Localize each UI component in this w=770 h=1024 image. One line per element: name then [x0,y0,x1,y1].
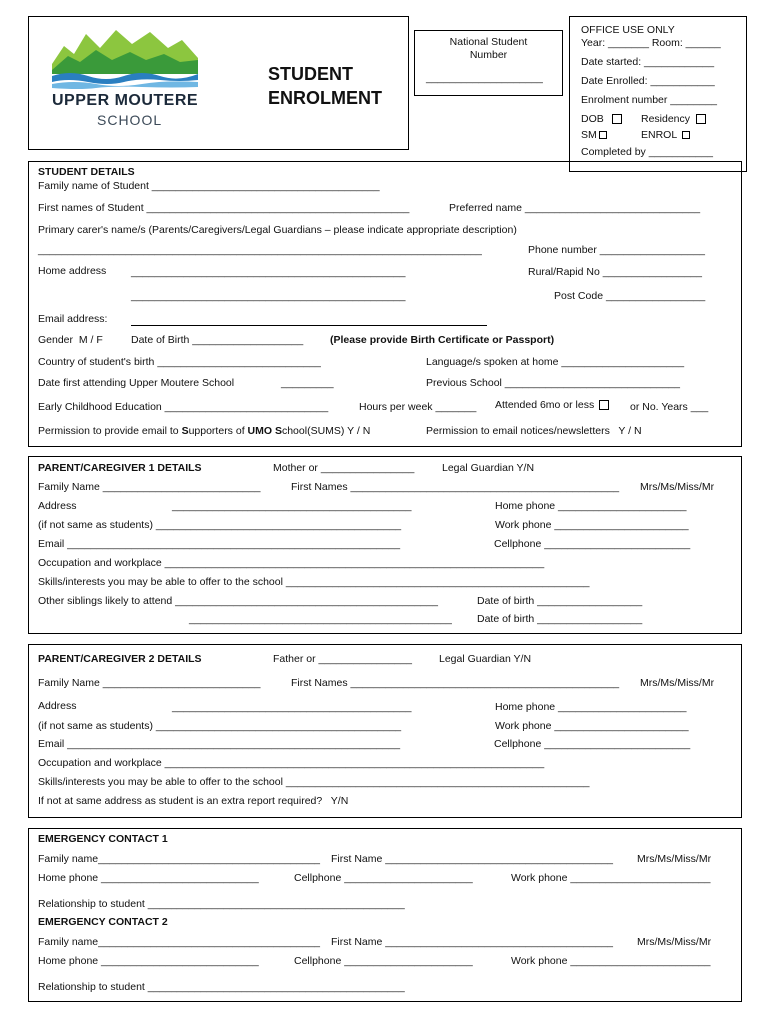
emergency1-work-phone[interactable]: Work phone ________________________ [511,872,711,884]
office-residency-label: Residency [641,113,691,125]
emergency2-relationship[interactable]: Relationship to student ____________________________________________ [38,981,405,993]
sums-letter-s2: S [274,425,282,437]
languages-spoken[interactable]: Language/s spoken at home _____________________ [426,356,685,368]
parent2-occupation[interactable]: Occupation and workplace _________________________________________________________________ [38,757,545,769]
parent2-relation[interactable]: Father or ________________ [273,653,412,665]
nsn-input[interactable]: ____________________ [426,72,543,84]
emergency1-family-name[interactable]: Family name______________________________________ [38,853,321,865]
parent2-first-names[interactable]: First Names ______________________________________________ [291,677,620,689]
emergency1-heading: EMERGENCY CONTACT 1 [38,833,168,845]
office-sm-row [581,129,607,141]
logo-wave-light [52,81,198,89]
parent1-first-names[interactable]: First Names ______________________________________________ [291,481,620,493]
permission-sums-text: Permission to provide email to [38,425,182,437]
student-phone-number[interactable]: Phone number __________________ [528,244,705,256]
parent1-address-input[interactable]: _________________________________________ [172,500,412,512]
hours-per-week[interactable]: Hours per week _______ [359,401,477,413]
email-address-input[interactable] [131,325,487,326]
previous-school[interactable]: Previous School ______________________________ [426,377,680,389]
office-use-heading: OFFICE USE ONLY [581,24,675,36]
emergency2-home-phone[interactable]: Home phone ___________________________ [38,955,259,967]
parent1-address-not-same[interactable]: (if not same as students) __________________________________________ [38,519,402,531]
parent1-title[interactable]: Mrs/Ms/Miss/Mr [640,481,715,493]
parent2-address-label: Address [38,700,77,712]
school-name-line1: UPPER MOUTERE [52,92,199,109]
office-sm-label: SM [581,129,597,141]
number-of-years[interactable]: or No. Years ___ [630,401,709,413]
primary-carer-label: Primary carer's name/s (Parents/Caregivers/Legal Guardians – please indicate appropriate description) [38,224,517,236]
office-sm-checkbox[interactable] [599,131,607,139]
form-title-line2: ENROLMENT [268,88,382,108]
parent2-legal-guardian[interactable]: Legal Guardian Y/N [439,653,532,665]
student-family-name[interactable]: Family name of Student _______________________________________ [38,180,380,192]
student-date-of-birth[interactable]: Date of Birth ___________________ [131,334,304,346]
parent2-skills[interactable]: Skills/interests you may be able to offer to the school ____________________________________________________ [38,776,590,788]
parent2-address-not-same[interactable]: (if not same as students) __________________________________________ [38,720,402,732]
sums-tail: chool(SUMS) Y / N [281,425,371,437]
emergency2-first-name[interactable]: First Name _______________________________________ [331,936,613,948]
parent1-sibling-dob-2[interactable]: Date of birth __________________ [477,613,643,625]
birth-certificate-note: (Please provide Birth Certificate or Passport) [330,334,555,346]
emergency2-heading: EMERGENCY CONTACT 2 [38,916,168,928]
office-enrolment-number[interactable]: Enrolment number ________ [581,94,718,106]
form-title-line1: STUDENT [268,64,353,84]
parent1-legal-guardian[interactable]: Legal Guardian Y/N [442,462,535,474]
attended-label: Attended 6mo or less [495,399,595,411]
permission-sums[interactable] [38,425,370,437]
parent2-heading: PARENT/CAREGIVER 2 DETAILS [38,653,202,665]
parent1-occupation[interactable]: Occupation and workplace _________________________________________________________________ [38,557,545,569]
office-enrol-checkbox[interactable] [682,131,690,139]
sums-letter-s: S [181,425,189,437]
parent1-work-phone[interactable]: Work phone _______________________ [495,519,689,531]
parent2-home-phone[interactable]: Home phone ______________________ [495,701,687,713]
nsn-label: National Student Number [449,36,528,61]
emergency1-home-phone[interactable]: Home phone ___________________________ [38,872,259,884]
parent2-title[interactable]: Mrs/Ms/Miss/Mr [640,677,715,689]
office-dob-row [581,113,622,125]
parent1-address-label: Address [38,500,77,512]
parent2-extra-report[interactable]: If not at same address as student is an extra report required? Y/N [38,795,349,807]
parent2-address-input[interactable]: _________________________________________ [172,701,412,713]
sums-umo: UMO [247,425,273,437]
office-enrol-row [641,129,690,141]
date-first-attending-label: Date first attending Upper Moutere School [38,377,235,389]
office-date-enrolled[interactable]: Date Enrolled: ___________ [581,75,715,87]
student-first-names[interactable]: First names of Student _____________________________________________ [38,202,410,214]
attended-checkbox[interactable] [599,400,609,410]
office-dob-checkbox[interactable] [612,114,622,124]
parent1-cellphone[interactable]: Cellphone _________________________ [494,538,691,550]
office-date-started[interactable]: Date started: ____________ [581,56,715,68]
student-details-heading: STUDENT DETAILS [38,166,135,178]
home-address-line2[interactable]: _______________________________________________ [131,290,406,302]
school-name-line2: SCHOOL [97,112,163,128]
attended-row [495,399,609,411]
emergency2-family-name[interactable]: Family name______________________________________ [38,936,321,948]
office-residency-checkbox[interactable] [696,114,706,124]
home-address-label: Home address [38,265,107,277]
office-enrol-label: ENROL [641,129,678,141]
date-first-attending-input[interactable]: _________ [281,377,334,389]
country-of-birth[interactable]: Country of student's birth ____________________________ [38,356,321,368]
parent1-family-name[interactable]: Family Name ___________________________ [38,481,261,493]
parent1-sibling-line-2[interactable]: _____________________________________________ [189,613,452,625]
emergency1-title[interactable]: Mrs/Ms/Miss/Mr [637,853,712,865]
emergency2-title[interactable]: Mrs/Ms/Miss/Mr [637,936,712,948]
home-address-line1[interactable]: _______________________________________________ [131,266,406,278]
office-year-room[interactable]: Year: _______ Room: ______ [581,37,721,49]
parent2-work-phone[interactable]: Work phone _______________________ [495,720,689,732]
parent1-email[interactable]: Email _________________________________________________________ [38,538,401,550]
parent1-skills[interactable]: Skills/interests you may be able to offer to the school ____________________________________________________ [38,576,590,588]
parent1-heading: PARENT/CAREGIVER 1 DETAILS [38,462,202,474]
parent1-sibling-dob-1[interactable]: Date of birth __________________ [477,595,643,607]
early-childhood-education[interactable]: Early Childhood Education ____________________________ [38,401,329,413]
emergency1-first-name[interactable]: First Name _______________________________________ [331,853,613,865]
parent2-email[interactable]: Email _________________________________________________________ [38,738,401,750]
email-address-label: Email address: [38,313,108,325]
office-completed-by[interactable]: Completed by ___________ [581,146,713,158]
rural-rapid-number[interactable]: Rural/Rapid No _________________ [528,266,702,278]
emergency1-relationship[interactable]: Relationship to student ____________________________________________ [38,898,405,910]
parent1-other-siblings[interactable]: Other siblings likely to attend _____________________________________________ [38,595,438,607]
parent2-cellphone[interactable]: Cellphone _________________________ [494,738,691,750]
parent1-home-phone[interactable]: Home phone ______________________ [495,500,687,512]
post-code[interactable]: Post Code _________________ [554,290,706,302]
school-logo [50,24,200,90]
emergency1-cellphone[interactable]: Cellphone ______________________ [294,872,473,884]
office-residency-row [641,113,706,125]
sums-supporters: upporters of [188,425,248,437]
primary-carer-input[interactable]: ____________________________________________________________________________ [38,244,482,256]
emergency2-cellphone[interactable]: Cellphone ______________________ [294,955,473,967]
permission-newsletters[interactable]: Permission to email notices/newsletters Y / N [426,425,642,437]
parent2-family-name[interactable]: Family Name ___________________________ [38,677,261,689]
student-preferred-name[interactable]: Preferred name ______________________________ [449,202,701,214]
office-dob-label: DOB [581,113,604,125]
emergency2-work-phone[interactable]: Work phone ________________________ [511,955,711,967]
parent1-relation[interactable]: Mother or ________________ [273,462,415,474]
gender-field[interactable]: Gender M / F [38,334,103,346]
